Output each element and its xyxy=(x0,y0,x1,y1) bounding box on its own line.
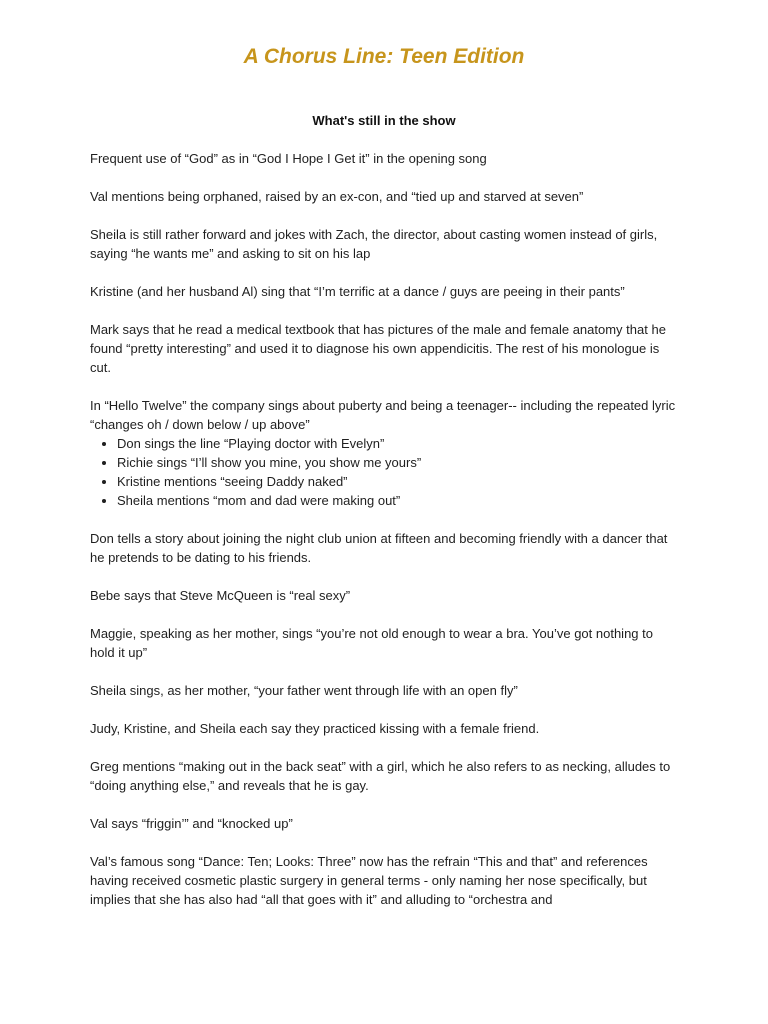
paragraph: Mark says that he read a medical textbook that has pictures of the male and female anatomy that he found “pretty interesting” and used it to diagnose his own appendicitis. The rest of his monologue is cut. xyxy=(90,322,666,375)
document-title: A Chorus Line: Teen Edition xyxy=(243,45,525,68)
document-body xyxy=(90,149,680,928)
paragraph: Val says “friggin’” and “knocked up” xyxy=(90,816,293,831)
paragraph: Bebe says that Steve McQueen is “real sexy” xyxy=(90,588,351,603)
paragraph: Sheila sings, as her mother, “your father went through life with an open fly” xyxy=(90,683,518,698)
list-item: • Richie sings “I’ll show you mine, you show me yours” xyxy=(117,453,680,472)
paragraph: Kristine (and her husband Al) sing that “I’m terrific at a dance / guys are peeing in their pants” xyxy=(90,284,625,299)
paragraph: Frequent use of “God” as in “God I Hope I Get it” in the opening song xyxy=(90,151,487,166)
paragraph: Maggie, speaking as her mother, sings “you’re not old enough to wear a bra. You’ve got nothing to hold it up” xyxy=(90,626,653,660)
list-item: • Don sings the line “Playing doctor with Evelyn” xyxy=(117,434,680,453)
section-heading: What's still in the show xyxy=(312,113,456,128)
paragraph: Val mentions being orphaned, raised by an ex-con, and “tied up and starved at seven” xyxy=(90,189,584,204)
list-item: • Kristine mentions “seeing Daddy naked” xyxy=(117,472,680,491)
paragraph: Sheila is still rather forward and jokes with Zach, the director, about casting women instead of girls, saying “he wants me” and asking to sit on his lap xyxy=(90,227,658,261)
paragraph: Judy, Kristine, and Sheila each say they practiced kissing with a female friend. xyxy=(90,721,540,736)
bullet-list xyxy=(90,434,680,510)
paragraph: In “Hello Twelve” the company sings about puberty and being a teenager-- including the repeated lyric “changes oh / down below / up above” xyxy=(90,398,676,432)
list-item: • Sheila mentions “mom and dad were making out” xyxy=(117,491,680,510)
paragraph: Greg mentions “making out in the back seat” with a girl, which he also refers to as necking, alludes to “doing anything else,” and reveals that he is gay. xyxy=(90,759,671,793)
paragraph: Val’s famous song “Dance: Ten; Looks: Three” now has the refrain “This and that” and references having received cosmetic plastic surgery in general terms - only naming her nose specifically, but implies that she has also had “all that goes with it” and alluding to “orchestra and xyxy=(90,854,648,907)
paragraph: Don tells a story about joining the night club union at fifteen and becoming friendly with a dancer that he pretends to be dating to his friends. xyxy=(90,531,668,565)
